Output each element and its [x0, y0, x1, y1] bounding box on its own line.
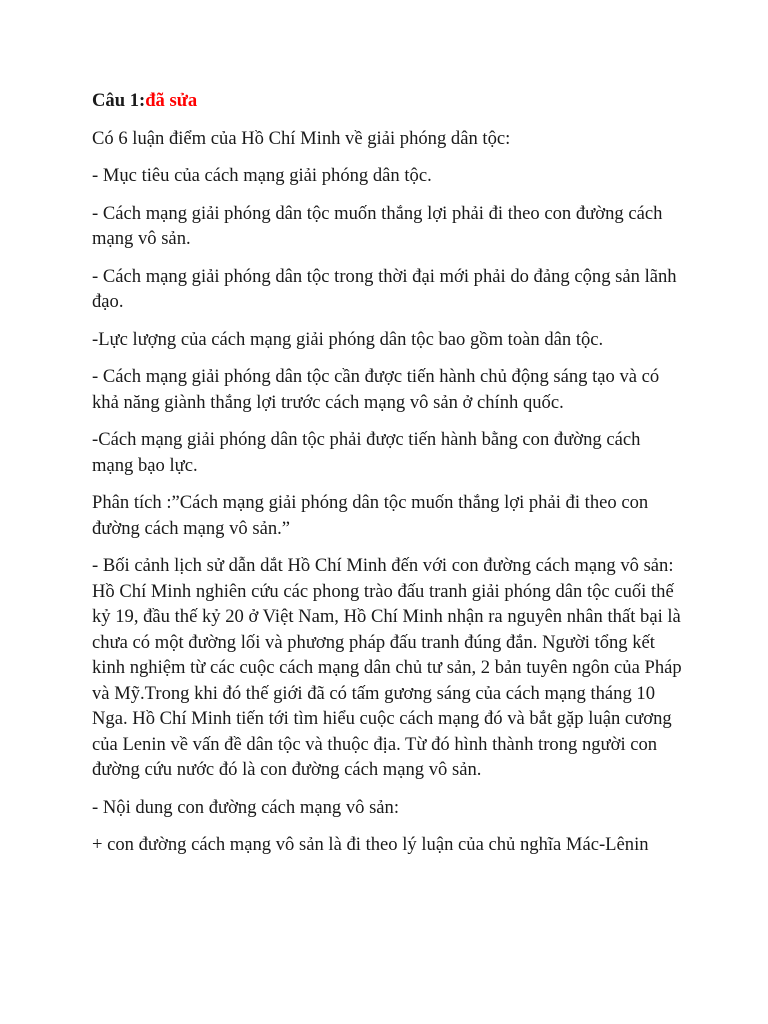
point-3-paragraph: - Cách mạng giải phóng dân tộc trong thời đại mới phải do đảng cộng sản lãnh đạo. — [92, 265, 677, 312]
point-2-paragraph: - Cách mạng giải phóng dân tộc muốn thắng lợi phải đi theo con đường cách mạng vô sản. — [92, 202, 663, 249]
document-body — [92, 88, 682, 870]
content-heading-paragraph: - Nội dung con đường cách mạng vô sản: — [92, 796, 400, 818]
content-item-paragraph: + con đường cách mạng vô sản là đi theo lý luận của chủ nghĩa Mác-Lênin — [92, 834, 649, 855]
point-1-paragraph: - Mục tiêu của cách mạng giải phóng dân tộc. — [92, 165, 432, 186]
analysis-paragraph: Phân tích :”Cách mạng giải phóng dân tộc muốn thắng lợi phải đi theo con đường cách mạng vô sản.” — [92, 492, 649, 539]
point-4-paragraph: -Lực lượng của cách mạng giải phóng dân tộc bao gồm toàn dân tộc. — [92, 328, 604, 350]
edited-note: đã sửa — [145, 90, 198, 111]
point-5-paragraph: - Cách mạng giải phóng dân tộc cần được tiến hành chủ động sáng tạo và có khả năng giành thắng lợi trước cách mạng vô sản ở chính quốc. — [92, 366, 660, 413]
question-heading — [92, 88, 682, 114]
intro-paragraph: Có 6 luận điểm của Hồ Chí Minh về giải phóng dân tộc: — [92, 127, 511, 149]
question-label: Câu 1: — [92, 90, 146, 111]
context-paragraph: - Bối cảnh lịch sử dẫn dắt Hồ Chí Minh đến với con đường cách mạng vô sản: Hồ Chí Minh nghiên cứu các phong trào đấu tranh giải phóng dân tộc cuối thế kỷ 19, đầu thế kỷ 20 ở Việt Nam, Hồ Chí Minh nhận ra nguyên nhân thất bại là chưa có một đường lối và phương pháp đấu tranh đúng đắn. Người tổng kết kinh nghiệm từ các cuộc cách mạng dân chủ tư sản, 2 bản tuyên ngôn của Pháp và Mỹ.Trong khi đó thế giới đã có tấm gương sáng của cách mạng tháng 10 Nga. Hồ Chí Minh tiến tới tìm hiểu cuộc cách mạng đó và bắt gặp luận cương của Lenin về vấn đề dân tộc và thuộc địa. Từ đó hình thành trong người con đường cứu nước đó là con đường cách mạng vô sản. — [92, 555, 682, 780]
point-6-paragraph: -Cách mạng giải phóng dân tộc phải được tiến hành bằng con đường cách mạng bạo lực. — [92, 429, 641, 476]
